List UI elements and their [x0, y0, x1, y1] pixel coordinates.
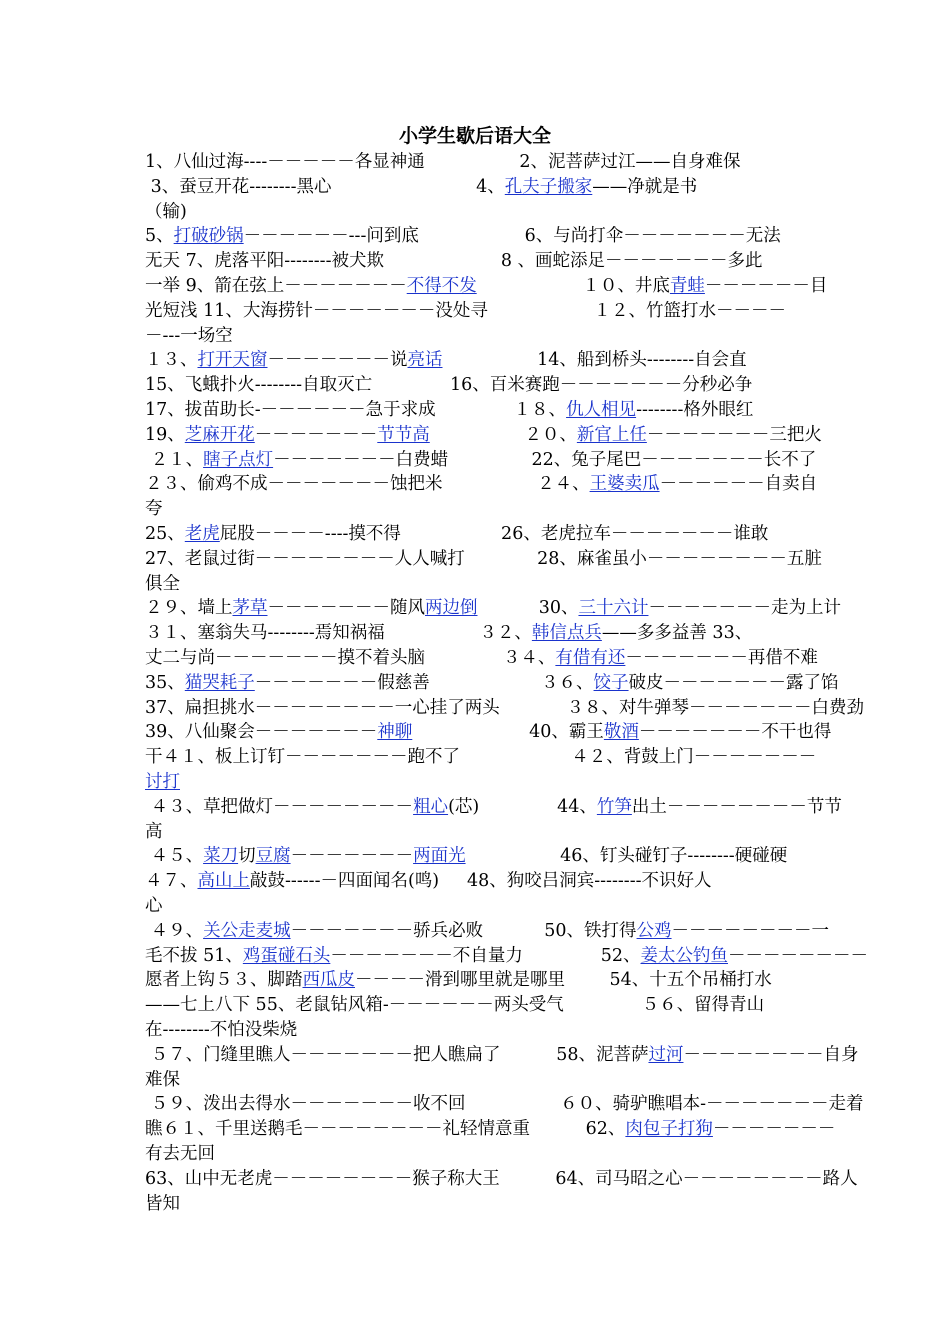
- text-run: 46、钉头碰钉子--------硬碰硬: [465, 846, 788, 867]
- text-line: [145, 150, 741, 175]
- text-run: 5、: [145, 226, 174, 247]
- text-line: [145, 770, 180, 795]
- text-run: －－－－－－---问到底 6、与尚打伞－－－－－－－无法: [243, 226, 781, 247]
- text-run: －－－－－－－白费蜡 22、兔子尾巴－－－－－－－长不了: [273, 449, 817, 470]
- text-line: [145, 522, 768, 547]
- text-line: [145, 448, 816, 473]
- text-run: １３、: [145, 350, 198, 371]
- text-run: －－－－－－目: [704, 276, 828, 296]
- text-run: －－－－－－－随风: [267, 598, 425, 619]
- text-line: [145, 249, 763, 274]
- text-run: 屁股－－－－----摸不得 26、老虎拉车－－－－－－－谁敢: [219, 524, 769, 544]
- text-run: ５９、泼出去得水－－－－－－－收不回 ６０、骑驴瞧唱本-－－－－－－－走着: [145, 1094, 864, 1115]
- text-run: ２３、偷鸡不成－－－－－－－蚀把米 ２４、: [145, 474, 590, 495]
- text-run: 27、老鼠过街－－－－－－－－人人喊打 28、麻雀虽小－－－－－－－－五脏: [145, 548, 822, 569]
- hyperlink[interactable]: 豆腐: [255, 846, 291, 867]
- hyperlink[interactable]: 猫哭耗子: [184, 672, 255, 693]
- text-run: －－－－－－－不干也得: [638, 722, 832, 743]
- text-run: 难保: [145, 1069, 180, 1090]
- hyperlink[interactable]: 青蛙: [669, 276, 705, 296]
- text-line: [145, 671, 839, 696]
- hyperlink[interactable]: 瞎子点灯: [203, 449, 274, 470]
- hyperlink[interactable]: 不得不发: [406, 276, 477, 296]
- text-run: 破皮－－－－－－－露了馅: [628, 672, 839, 693]
- hyperlink[interactable]: 过河: [648, 1044, 684, 1065]
- text-line: [145, 1018, 297, 1043]
- text-run: 夸: [145, 499, 163, 520]
- hyperlink[interactable]: 孔夫子搬家: [504, 176, 593, 197]
- hyperlink[interactable]: 韩信点兵: [531, 623, 602, 644]
- text-line: [145, 175, 697, 200]
- text-run: ——净就是书: [592, 176, 698, 197]
- hyperlink[interactable]: 饺子: [593, 672, 629, 693]
- text-line: [145, 1043, 858, 1068]
- text-line: [145, 1192, 180, 1217]
- text-run: －－－－－－－不自量力 52、: [330, 945, 641, 966]
- hyperlink[interactable]: 亮话: [407, 350, 443, 371]
- text-run: 19、: [145, 424, 185, 445]
- text-line: [145, 348, 747, 373]
- text-run: －－－－－－－骄兵必败 50、铁打得: [290, 920, 637, 941]
- hyperlink[interactable]: 关公走麦城: [203, 920, 291, 941]
- text-run: ２９、墙上: [145, 598, 233, 619]
- text-run: －－－－－－－假慈善 ３６、: [254, 672, 594, 693]
- hyperlink[interactable]: 粗心: [413, 796, 449, 817]
- text-run: ４７、: [145, 871, 198, 892]
- text-run: －---一场空: [145, 325, 233, 346]
- text-run: 30、: [477, 598, 579, 619]
- text-run: ２１、: [145, 449, 204, 470]
- text-run: 一举 9、箭在弦上－－－－－－－: [145, 276, 407, 296]
- text-run: 无天 7、虎落平阳--------被犬欺 8 、画蛇添足－－－－－－－多此: [145, 251, 763, 272]
- text-line: [145, 572, 180, 597]
- text-run: 有去无回: [145, 1144, 215, 1164]
- hyperlink[interactable]: 老虎: [184, 524, 220, 544]
- hyperlink[interactable]: 鸡蛋碰石头: [242, 945, 331, 966]
- text-run: --------格外眼红: [636, 400, 754, 420]
- text-run: ——七上八下 55、老鼠钻风箱-－－－－－－两头受气 ５６、留得青山: [145, 995, 765, 1016]
- text-line: [145, 547, 822, 572]
- text-line: [145, 844, 787, 869]
- hyperlink[interactable]: 敬酒: [603, 722, 639, 743]
- text-run: ３１、塞翁失马--------焉知祸福 ３２、: [145, 623, 532, 644]
- text-line: [145, 646, 818, 671]
- text-run: ４３、草把做灯－－－－－－－－: [145, 796, 414, 817]
- hyperlink[interactable]: 菜刀: [203, 846, 239, 867]
- text-run: 3、蚕豆开花--------黑心 4、: [145, 176, 505, 197]
- text-line: [145, 745, 816, 770]
- hyperlink[interactable]: 打开天窗: [197, 350, 268, 371]
- text-run: －－－－－－－: [290, 846, 414, 867]
- text-run: －－－－－－－－自身: [683, 1044, 859, 1065]
- hyperlink[interactable]: 西瓜皮: [302, 970, 355, 991]
- text-run: ２０、: [429, 424, 577, 445]
- hyperlink[interactable]: 姜太公钓鱼: [640, 945, 728, 966]
- text-run: 皆知: [145, 1193, 180, 1214]
- hyperlink[interactable]: 有借有还: [555, 648, 626, 668]
- text-run: 14、船到桥头--------自会直: [442, 350, 747, 371]
- text-run: (芯) 44、: [448, 796, 597, 817]
- hyperlink[interactable]: 王婆卖瓜: [589, 474, 660, 495]
- text-line: [145, 696, 864, 721]
- text-run: 25、: [145, 524, 185, 544]
- text-run: 俱全: [145, 573, 180, 594]
- text-run: －－－－－－－: [254, 424, 378, 445]
- text-run: －－－－－－－走为上计: [648, 598, 841, 619]
- text-run: 瞧６１、千里送鹅毛－－－－－－－－礼轻情意重 62、: [145, 1119, 626, 1140]
- text-line: [145, 423, 822, 448]
- hyperlink[interactable]: 两面光: [413, 846, 466, 867]
- text-line: [145, 1167, 858, 1192]
- text-line: [145, 621, 752, 646]
- text-run: －－－－－－自卖自: [659, 474, 818, 495]
- text-run: 高: [145, 821, 163, 842]
- text-run: 63、山中无老虎－－－－－－－－猴子称大王 64、司马昭之心－－－－－－－－路人: [145, 1168, 858, 1189]
- text-line: [145, 596, 841, 621]
- hyperlink[interactable]: 竹笋: [596, 796, 632, 817]
- text-line: [145, 894, 163, 919]
- hyperlink[interactable]: 茅草: [232, 598, 268, 619]
- text-run: 1、八仙过海----－－－－－各显神通 2、泥菩萨过江——自身难保: [145, 152, 741, 172]
- text-line: [145, 1117, 835, 1142]
- hyperlink[interactable]: 公鸡: [636, 920, 672, 941]
- text-run: 干４１、板上订钉－－－－－－－跑不了 ４２、背鼓上门－－－－－－－: [145, 747, 817, 768]
- text-run: １０、井底: [476, 276, 670, 296]
- text-run: 40、霸王: [412, 722, 604, 743]
- text-line: [145, 944, 868, 969]
- hyperlink[interactable]: 神聊: [377, 722, 413, 743]
- text-line: [145, 398, 753, 423]
- text-line: [145, 224, 781, 249]
- text-run: －－－－－－－－: [728, 945, 868, 966]
- text-run: 愿者上钩５３、脚踏: [145, 970, 303, 991]
- text-run: 37、扁担挑水－－－－－－－－一心挂了两头 ３８、对牛弹琴－－－－－－－白费劲: [145, 697, 865, 718]
- hyperlink[interactable]: 节节高: [377, 424, 430, 445]
- text-run: ５７、门缝里瞧人－－－－－－－把人瞧扁了 58、泥菩萨: [145, 1044, 649, 1065]
- text-run: －－－－－－－－一: [671, 920, 830, 941]
- text-run: 17、拔苗助长-－－－－－－急于求成 １８、: [145, 400, 567, 420]
- text-run: 心: [145, 896, 163, 916]
- text-line: [145, 720, 831, 745]
- text-line: [145, 1142, 215, 1167]
- text-line: [145, 373, 752, 398]
- text-run: 丈二与尚－－－－－－－摸不着头脑 ３４、: [145, 648, 556, 668]
- text-line: [145, 274, 827, 299]
- text-line: [145, 299, 786, 324]
- text-line: [145, 497, 163, 522]
- hyperlink[interactable]: 新官上任: [576, 424, 647, 445]
- text-run: ４９、: [145, 920, 204, 941]
- text-line: [145, 200, 187, 225]
- text-line: [145, 1092, 864, 1117]
- text-line: [145, 968, 772, 993]
- text-run: 在--------不怕没柴烧: [145, 1020, 298, 1040]
- text-line: [145, 993, 764, 1018]
- hyperlink[interactable]: 肉包子打狗: [625, 1119, 713, 1140]
- text-run: 光短浅 11、大海捞针－－－－－－－没处寻 １２、竹篮打水－－－－: [145, 300, 787, 321]
- hyperlink[interactable]: 仇人相见: [566, 400, 637, 420]
- hyperlink[interactable]: 三十六计: [578, 598, 649, 619]
- text-run: 敲鼓------－四面闻名(鸣) 48、狗咬吕洞宾--------不识好人: [250, 871, 712, 892]
- text-run: 出土－－－－－－－－节节: [631, 796, 842, 817]
- hyperlink[interactable]: 讨打: [145, 772, 180, 792]
- hyperlink[interactable]: 高山上: [197, 871, 250, 892]
- text-run: 切: [238, 846, 256, 867]
- text-run: －－－－滑到哪里就是哪里 54、十五个吊桶打水: [355, 970, 772, 991]
- text-run: 39、八仙聚会－－－－－－－: [145, 722, 378, 743]
- text-line: [145, 919, 829, 944]
- text-run: （输): [145, 201, 187, 222]
- hyperlink[interactable]: 两边倒: [425, 598, 478, 619]
- text-line: [145, 820, 163, 845]
- text-run: －－－－－－－三把火: [646, 424, 822, 445]
- text-run: ——多多益善 33、: [601, 623, 753, 644]
- text-run: 毛不拔 51、: [145, 945, 243, 966]
- hyperlink[interactable]: 打破砂锅: [173, 226, 244, 247]
- text-line: [145, 472, 817, 497]
- text-run: 35、: [145, 672, 185, 693]
- hyperlink[interactable]: 芝麻开花: [184, 424, 255, 445]
- text-line: [145, 869, 712, 894]
- text-run: －－－－－－－说: [267, 350, 408, 371]
- text-run: ４５、: [145, 846, 204, 867]
- text-line: [145, 1068, 180, 1093]
- text-run: 15、飞蛾扑火--------自取灭亡 16、百米赛跑－－－－－－－分秒必争: [145, 375, 753, 396]
- text-run: －－－－－－－再借不难: [625, 648, 818, 668]
- text-line: [145, 795, 842, 820]
- document-title: 小学生歇后语大全: [398, 125, 551, 147]
- text-line: [145, 324, 233, 349]
- text-run: －－－－－－－: [712, 1119, 836, 1140]
